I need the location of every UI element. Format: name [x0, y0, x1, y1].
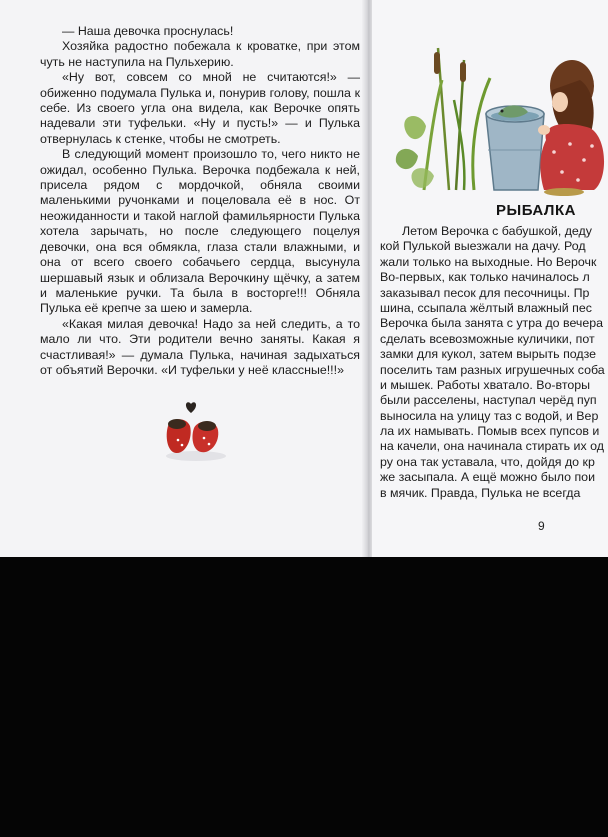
text-line: шина, ссыпала жёлтый влажный пес [380, 300, 592, 315]
paragraph: — Наша девочка проснулась! [62, 24, 234, 38]
paragraph: Хозяйка радостно побежала к кроватке, при этом чуть не наступила на Пульхерию. [40, 39, 360, 69]
text-line: поселить там разных игрушечных соба [380, 362, 605, 377]
text-line: выносила на улицу таз с водой, и Вер [380, 408, 599, 423]
text-line: и мышек. Работы хватало. Во-вторы [380, 377, 591, 392]
text-line: жали только на выходные. Но Верочк [380, 254, 597, 269]
chapter-heading: РЫБАЛКА [496, 202, 576, 219]
paragraph: В следующий момент произошло то, чего никто не ожидал, особенно Пулька. Верочка подбежала к ней, присела рядом с мордочкой, обняла своими маленькими ручонками и поцеловала её в нос. От неожиданности и такой наглой фамильярности Пулька хотела зарычать, но после следующего поцелуя девочки, она вся обмякла, глаза стали влажными, и она от всего своего собачьего сердца, высунула шершавый язык и облизала Верочкину щёчку, а затем и маленькие ручки. Та была в восторге!!! Обняла Пулька её крепче за шею и замерла. [40, 147, 360, 316]
text-line: Верочка была занята с утра до вечера [380, 316, 604, 331]
left-page-text [40, 24, 360, 378]
text-line: же засыпала. А ещё можно было пои [380, 470, 595, 485]
right-page-text [380, 224, 608, 501]
text-line: кой Пулькой выезжали на дачу. Род [380, 239, 586, 254]
text-line: в мячик. Правда, Пулька не всегда [380, 485, 581, 500]
text-line: Во-первых, как только начиналось л [380, 270, 590, 285]
text-line: Летом Верочка с бабушкой, деду [402, 224, 592, 238]
left-page [0, 0, 366, 557]
paragraph: «Ну вот, совсем со мной не считаются!» — обиженно подумала Пулька и, понурив голову, пошла к себе. Из своего угла она видела, как Верочке опять надевали эти туфельки. «Ну и пусть!» — и Пулька отвернулась к стенке, чтобы не смотреть. [40, 70, 360, 146]
text-line: были расселены, наступал черёд пуп [380, 393, 597, 408]
right-page [372, 0, 608, 557]
page-number: 9 [538, 519, 545, 533]
text-line: на качели, она начинала стирать их од [380, 439, 604, 454]
paragraph: «Какая милая девочка! Надо за ней следить, а то мало ли что. Эти родители вечно заняты. Какая я счастливая!» — думала Пулька, начиная задыхаться от объятий Верочки. «И туфельки у неё классные!!!» [40, 316, 360, 377]
fishing-girl-illustration [394, 40, 608, 200]
text-line: ла их намывать. Помыв всех пупсов и [380, 424, 600, 439]
text-line: заказывал песок для песочницы. Пр [380, 285, 590, 300]
text-line: сделать всевозможные куличики, пот [380, 331, 595, 346]
shoes-illustration [160, 400, 240, 466]
text-line: ру она так уставала, что, дойдя до кр [380, 454, 595, 469]
text-line: замки для кукол, затем вырыть подзе [380, 347, 597, 362]
